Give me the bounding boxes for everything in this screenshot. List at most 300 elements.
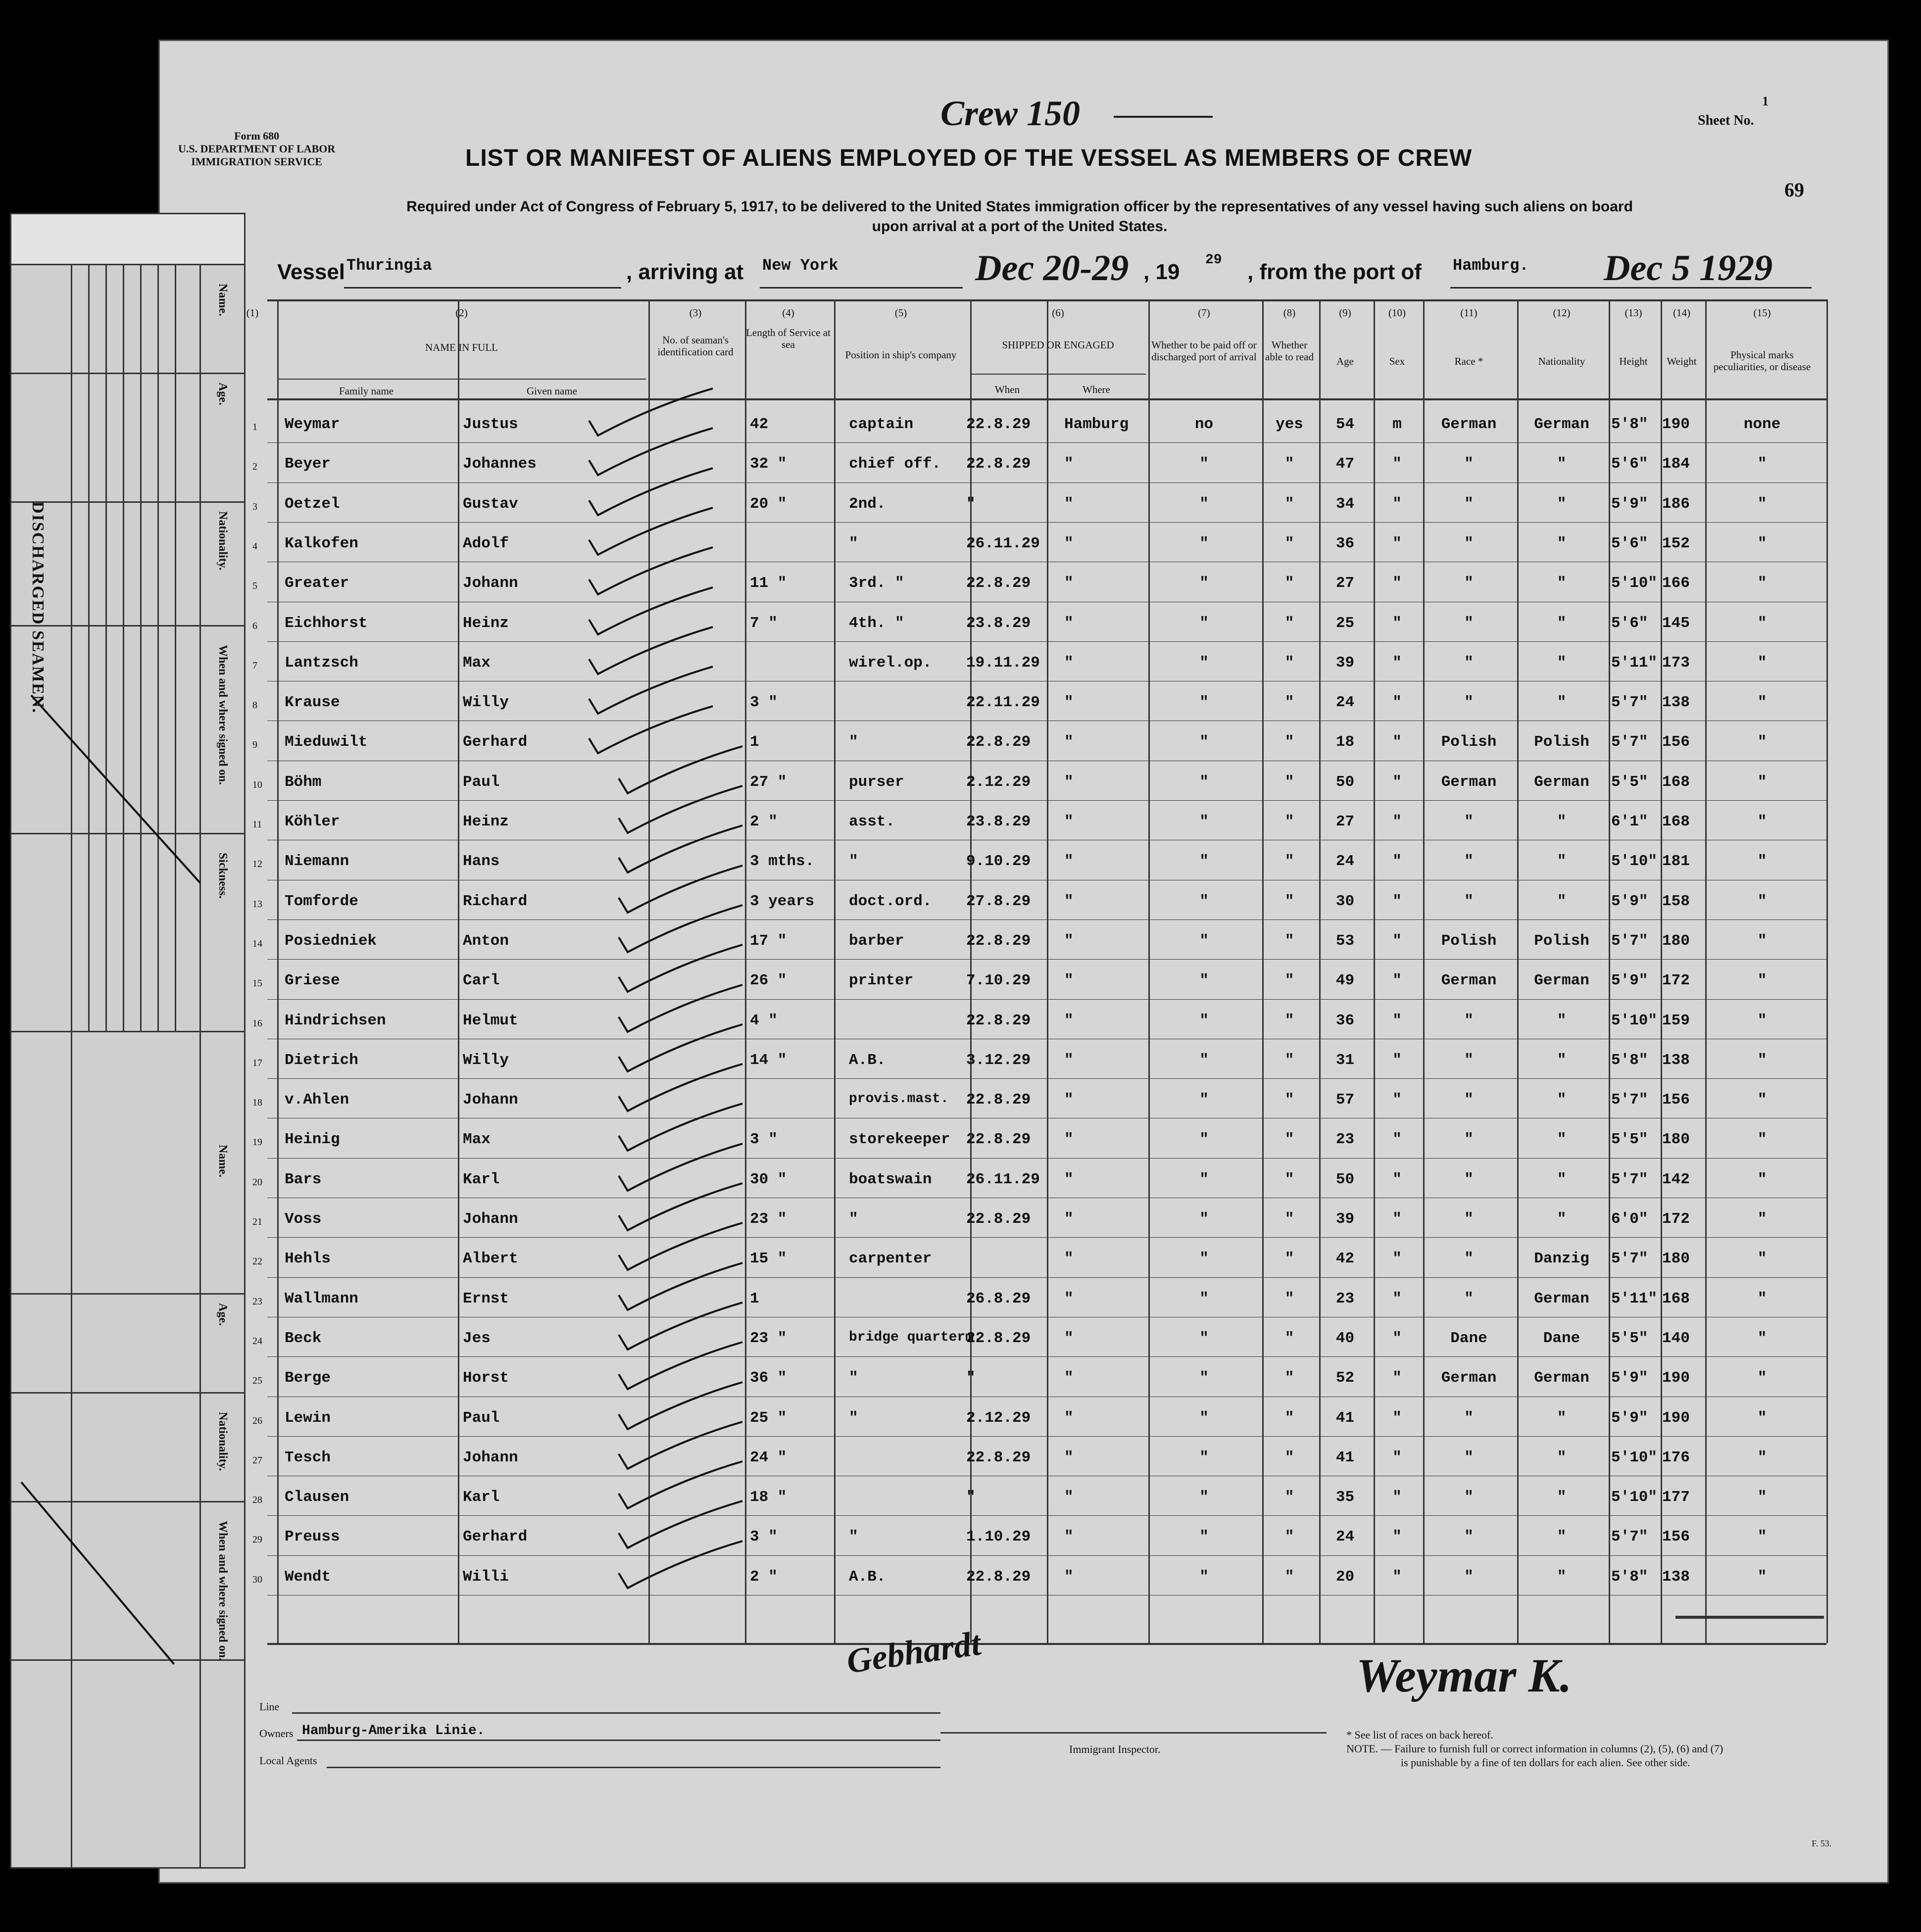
cell-race: " [1464,534,1474,552]
cell-nat: " [1557,1170,1567,1188]
cell-paid: " [1199,694,1209,712]
cell-when: 7.10.29 [966,972,1031,990]
cell-position: chief off. [849,455,941,473]
row-number: 19 [252,1137,262,1148]
cell-paid: " [1199,1528,1209,1546]
cell-read: " [1284,534,1294,552]
header-height: Height [1619,355,1648,367]
cell-position: barber [849,932,904,950]
cell-marks: " [1757,1568,1767,1586]
cell-nat: German [1534,416,1589,433]
cell-length: 17 " [750,932,787,950]
column-number: (11) [1460,307,1478,319]
cell-race: " [1464,1012,1474,1029]
cell-family: Beyer [285,455,331,473]
cell-given: Karl [463,1489,500,1506]
cell-height: 5'9" [1611,972,1648,990]
service-name: IMMIGRATION SERVICE [191,155,322,168]
cell-family: Krause [285,694,340,712]
column-number: (10) [1388,307,1406,319]
cell-position: " [849,1528,858,1546]
cell-race: Polish [1441,932,1497,950]
vessel-name: Thuringia [346,256,432,275]
cell-given: Willy [463,694,509,712]
cell-position: 4th. " [849,614,904,632]
cell-race: " [1464,1568,1474,1586]
cell-race: " [1464,1290,1474,1307]
strip-rule [11,373,244,374]
shipped-subheader-rule [970,374,1146,375]
cell-paid: " [1199,892,1209,910]
cell-weight: 159 [1662,1012,1690,1029]
cell-marks: " [1757,1012,1767,1029]
cell-position: " [849,1409,858,1427]
line-label: Line [259,1700,280,1713]
strip-sickness-label: Sickness. [216,853,229,899]
cell-weight: 138 [1662,1051,1690,1069]
strip-header [11,214,244,265]
cell-race: " [1464,1250,1474,1268]
strip-age-label-2: Age. [216,1303,229,1326]
cell-given: Johann [463,575,518,592]
cell-nat: " [1557,1528,1567,1546]
cell-sex: " [1392,1131,1402,1149]
arrival-date-handwritten: Dec 20-29 [975,248,1129,289]
cell-when: 22.11.29 [966,694,1040,712]
cell-age: 42 [1335,1250,1355,1268]
cell-given: Karl [463,1170,500,1188]
cell-sex: " [1392,534,1402,552]
row-number: 13 [252,898,262,910]
cell-paid: " [1199,813,1209,830]
strip-cancel-line [20,1482,175,1665]
header-weight: Weight [1667,355,1697,367]
cell-read: " [1284,1170,1294,1188]
cell-when: 22.8.29 [966,1449,1031,1466]
cell-paid: " [1199,1210,1209,1228]
cell-paid: " [1199,1051,1209,1069]
cell-sex: " [1392,1290,1402,1307]
cell-height: 5'10" [1611,575,1658,592]
row-number: 21 [252,1216,262,1227]
cell-where: " [1064,694,1074,712]
cell-family: Beck [285,1329,322,1347]
cell-when: 22.8.29 [966,575,1031,592]
cell-where: " [1064,972,1074,990]
cell-weight: 138 [1662,1568,1690,1586]
cell-position: printer [849,972,914,990]
cell-family: Weymar [285,416,340,433]
cell-read: " [1284,1369,1294,1387]
cell-nat: " [1557,534,1567,552]
strip-nationality-label-2: Nationality. [216,1412,229,1471]
cell-marks: " [1757,455,1767,473]
cell-when: 19.11.29 [966,654,1040,672]
row-number: 14 [252,938,262,949]
cell-age: 54 [1335,416,1355,433]
cell-where: " [1064,1409,1074,1427]
cell-position: storekeeper [849,1131,950,1149]
cell-position: A.B. [849,1051,886,1069]
strip-nationality-label: Nationality. [216,511,229,571]
cell-family: Kalkofen [285,534,358,552]
cell-sex: " [1392,1449,1402,1466]
cell-given: Albert [463,1250,518,1268]
cell-paid: " [1199,932,1209,950]
row-number: 25 [252,1375,262,1387]
strip-name-label: Name. [216,284,229,316]
cell-age: 18 [1335,733,1355,751]
cell-nat: " [1557,455,1567,473]
cell-sex: " [1392,1012,1402,1029]
cell-position: " [849,853,858,870]
strip-col-line [140,264,142,1031]
cell-weight: 145 [1662,614,1690,632]
column-number: (5) [894,307,907,319]
cell-height: 5'8" [1611,1568,1648,1586]
cell-weight: 138 [1662,694,1690,712]
cell-weight: 173 [1662,654,1690,672]
cell-race: German [1441,1369,1497,1387]
cell-length: 2 " [750,1568,778,1586]
cell-where: " [1064,733,1074,751]
cell-height: 5'9" [1611,1369,1648,1387]
cell-height: 5'7" [1611,694,1648,712]
cell-weight: 152 [1662,534,1690,552]
subtitle-line-1: Required under Act of Congress of February 5, 1917, to be delivered to the United States immigration officer by the representatives of any vessel having such aliens on board [406,198,1633,215]
cell-length: 3 " [750,1528,778,1546]
cell-race: " [1464,1210,1474,1228]
cell-marks: " [1757,1051,1767,1069]
cell-when: 2.12.29 [966,773,1031,791]
cell-height: 5'6" [1611,534,1648,552]
cell-when: 22.8.29 [966,1091,1031,1109]
cell-marks: " [1757,495,1767,513]
header-race: Race * [1454,355,1483,367]
cell-read: " [1284,575,1294,592]
header-sex: Sex [1389,355,1405,367]
form-identifier [178,130,335,168]
cell-family: Heinig [285,1131,340,1149]
cell-where: " [1064,892,1074,910]
row-number: 4 [252,540,257,552]
cell-read: " [1284,1329,1294,1347]
cell-when: 2.12.29 [966,1409,1031,1427]
cell-nat: " [1557,614,1567,632]
row-number: 28 [252,1495,262,1506]
cell-paid: " [1199,654,1209,672]
cell-family: Lewin [285,1409,331,1427]
cell-family: Greater [285,575,349,592]
cell-nat: " [1557,813,1567,830]
cell-read: yes [1276,416,1303,433]
cell-nat: " [1557,575,1567,592]
cell-nat: " [1557,694,1567,712]
cell-weight: 168 [1662,813,1690,830]
column-rule [834,299,836,1643]
row-number: 24 [252,1335,262,1347]
cell-age: 27 [1335,575,1355,592]
column-number: (3) [689,307,702,319]
cell-paid: " [1199,614,1209,632]
inspector-label: Immigrant Inspector. [1069,1743,1161,1755]
cell-nat: German [1534,1369,1589,1387]
column-rule [1826,299,1828,1643]
cell-paid: " [1199,1369,1209,1387]
cell-nat: German [1534,773,1589,791]
cell-where: " [1064,534,1074,552]
cell-given: Johann [463,1091,518,1109]
cell-height: 5'10" [1611,853,1658,870]
column-number: (8) [1283,307,1296,319]
cell-read: " [1284,972,1294,990]
cell-height: 6'1" [1611,813,1648,830]
cell-height: 5'7" [1611,1528,1648,1546]
cell-where: " [1064,1131,1074,1149]
cell-where: " [1064,654,1074,672]
cell-paid: " [1199,1329,1209,1347]
cell-sex: " [1392,892,1402,910]
cell-height: 5'8" [1611,416,1648,433]
cell-where: " [1064,773,1074,791]
cell-sex: " [1392,495,1402,513]
cell-race: " [1464,495,1474,513]
cell-height: 5'7" [1611,733,1648,751]
cell-sex: " [1392,1250,1402,1268]
cell-when: 1.10.29 [966,1528,1031,1546]
cell-sex: " [1392,654,1402,672]
cell-given: Johann [463,1449,518,1466]
cell-nat: " [1557,1091,1567,1109]
cell-family: Hindrichsen [285,1012,386,1029]
cell-marks: " [1757,1170,1767,1188]
cell-where: " [1064,1012,1074,1029]
cell-marks: " [1757,1369,1767,1387]
owners-value: Hamburg-Amerika Linie. [302,1723,485,1739]
cell-marks: " [1757,1290,1767,1307]
cell-sex: " [1392,1210,1402,1228]
cell-marks: " [1757,853,1767,870]
cell-weight: 180 [1662,932,1690,950]
header-shipped-or-engaged: SHIPPED OR ENGAGED [1002,339,1114,351]
arriving-label: , arriving at [626,260,744,284]
cell-age: 34 [1335,495,1355,513]
cell-read: " [1284,932,1294,950]
cell-position: " [849,534,858,552]
cell-read: " [1284,813,1294,830]
cell-sex: " [1392,1170,1402,1188]
arriving-underline [760,287,963,289]
cell-given: Horst [463,1369,509,1387]
cell-position: wirel.op. [849,654,932,672]
footnote-note: NOTE. — Failure to furnish full or correct information in columns (2), (5), (6) and (7) [1346,1742,1724,1755]
cell-sex: " [1392,1568,1402,1586]
cell-length: 2 " [750,813,778,830]
row-number: 22 [252,1256,262,1267]
header-id-card: No. of seaman's identification card [657,334,734,358]
cell-where: " [1064,1210,1074,1228]
name-subheader-rule [277,379,646,380]
cell-family: Tomforde [285,892,358,910]
header-family-name: Family name [339,385,394,397]
cell-when: 26.11.29 [966,1170,1040,1188]
cell-given: Adolf [463,534,509,552]
strip-signed-label: When and where signed on. [216,645,229,785]
header-physical-marks: Physical marks peculiarities, or disease [1713,349,1811,373]
cell-family: Eichhorst [285,614,368,632]
cell-position: " [849,1369,858,1387]
cell-length: 27 " [750,773,787,791]
cell-family: Niemann [285,853,349,870]
cell-paid: " [1199,1409,1209,1427]
cell-where: " [1064,1369,1074,1387]
header-age: Age [1336,355,1354,367]
cell-age: 25 [1335,614,1355,632]
cell-sex: " [1392,1329,1402,1347]
cell-read: " [1284,1489,1294,1506]
cell-weight: 190 [1662,416,1690,433]
cell-length: 36 " [750,1369,787,1387]
cell-race: " [1464,1489,1474,1506]
cell-height: 5'5" [1611,1131,1648,1149]
cell-marks: " [1757,1329,1767,1347]
cell-nat: Dane [1543,1329,1580,1347]
cell-paid: " [1199,733,1209,751]
cell-read: " [1284,455,1294,473]
cell-sex: " [1392,972,1402,990]
header-length-of-service: Length of Service at sea [746,327,831,350]
cell-weight: 168 [1662,1290,1690,1307]
line-underline [292,1712,940,1714]
cell-read: " [1284,614,1294,632]
cell-nat: " [1557,1012,1567,1029]
row-number: 29 [252,1534,262,1546]
cell-position: carpenter [849,1250,932,1268]
row-number: 9 [252,739,257,751]
manifest-title: LIST OR MANIFEST OF ALIENS EMPLOYED OF THE VESSEL AS MEMBERS OF CREW [465,145,1473,171]
cell-height: 5'7" [1611,1250,1648,1268]
cell-height: 5'5" [1611,1329,1648,1347]
cell-where: " [1064,932,1074,950]
cell-sex: " [1392,614,1402,632]
cell-position: 3rd. " [849,575,904,592]
cell-height: 5'6" [1611,614,1648,632]
master-signature: Weymar K. [1356,1649,1572,1702]
cell-weight: 172 [1662,972,1690,990]
cell-height: 5'10" [1611,1449,1658,1466]
header-where: Where [1083,384,1110,395]
cell-race: " [1464,654,1474,672]
row-number: 23 [252,1296,262,1307]
row-number: 30 [252,1574,262,1585]
cell-paid: " [1199,1449,1209,1466]
cell-length: 42 [750,416,769,433]
column-rule [1609,299,1610,1643]
cell-where: " [1064,853,1074,870]
cell-sex: " [1392,773,1402,791]
row-number: 7 [252,660,257,671]
cell-height: 5'11" [1611,1290,1658,1307]
cell-sex: " [1392,1051,1402,1069]
cell-age: 53 [1335,932,1355,950]
sheet-number: 1 [1762,94,1769,108]
column-number: (15) [1753,307,1771,319]
cell-when: 3.12.29 [966,1051,1031,1069]
cell-read: " [1284,1290,1294,1307]
cell-race: " [1464,575,1474,592]
cell-when: 27.8.29 [966,892,1031,910]
cell-where: " [1064,1489,1074,1506]
cell-marks: " [1757,694,1767,712]
cell-given: Justus [463,416,518,433]
cell-weight: 176 [1662,1449,1690,1466]
row-number: 10 [252,779,262,790]
cell-age: 49 [1335,972,1355,990]
cell-paid: " [1199,495,1209,513]
cell-family: Mieduwilt [285,733,368,751]
cell-nat: " [1557,1409,1567,1427]
cell-height: 5'10" [1611,1489,1658,1506]
owners-underline [297,1739,940,1741]
cell-position: bridge quarterm. [849,1329,982,1345]
cell-when: 22.8.29 [966,455,1031,473]
cell-height: 5'6" [1611,455,1648,473]
cell-age: 57 [1335,1091,1355,1109]
local-agents-label: Local Agents [259,1754,317,1767]
discharged-seamen-strip [10,213,246,1869]
owners-label: Owners [259,1727,294,1739]
cell-marks: none [1743,416,1781,433]
cell-family: Dietrich [285,1051,358,1069]
header-paid-off: Whether to be paid off or discharged port of arrival [1151,339,1257,363]
cell-height: 5'8" [1611,1051,1648,1069]
cell-paid: " [1199,1568,1209,1586]
strip-rule [11,833,244,834]
cell-sex: " [1392,1091,1402,1109]
cell-weight: 156 [1662,733,1690,751]
cell-when: 22.8.29 [966,1329,1031,1347]
cell-when: " [966,495,976,513]
cell-marks: " [1757,1409,1767,1427]
row-number: 12 [252,859,262,870]
cell-race: " [1464,1131,1474,1149]
cell-length: 23 " [750,1329,787,1347]
cell-family: Wallmann [285,1290,358,1307]
cell-nat: Polish [1534,733,1589,751]
cell-read: " [1284,1528,1294,1546]
cell-given: Anton [463,932,509,950]
cell-age: 24 [1335,694,1355,712]
cell-marks: " [1757,773,1767,791]
cell-family: Lantzsch [285,654,358,672]
header-name-in-full: NAME IN FULL [425,341,498,353]
strip-age-label: Age. [216,383,229,405]
cell-height: 5'11" [1611,654,1658,672]
cell-paid: " [1199,972,1209,990]
cell-marks: " [1757,1489,1767,1506]
cell-position: captain [849,416,914,433]
cell-marks: " [1757,1449,1767,1466]
cell-marks: " [1757,614,1767,632]
cell-race: " [1464,1409,1474,1427]
column-rule [1047,299,1048,1643]
strip-col-line [157,264,159,1031]
column-rule [277,299,279,1643]
cell-when: 22.8.29 [966,1131,1031,1149]
cell-nat: " [1557,1210,1567,1228]
cell-height: 5'7" [1611,1170,1648,1188]
cell-where: Hamburg [1064,416,1129,433]
